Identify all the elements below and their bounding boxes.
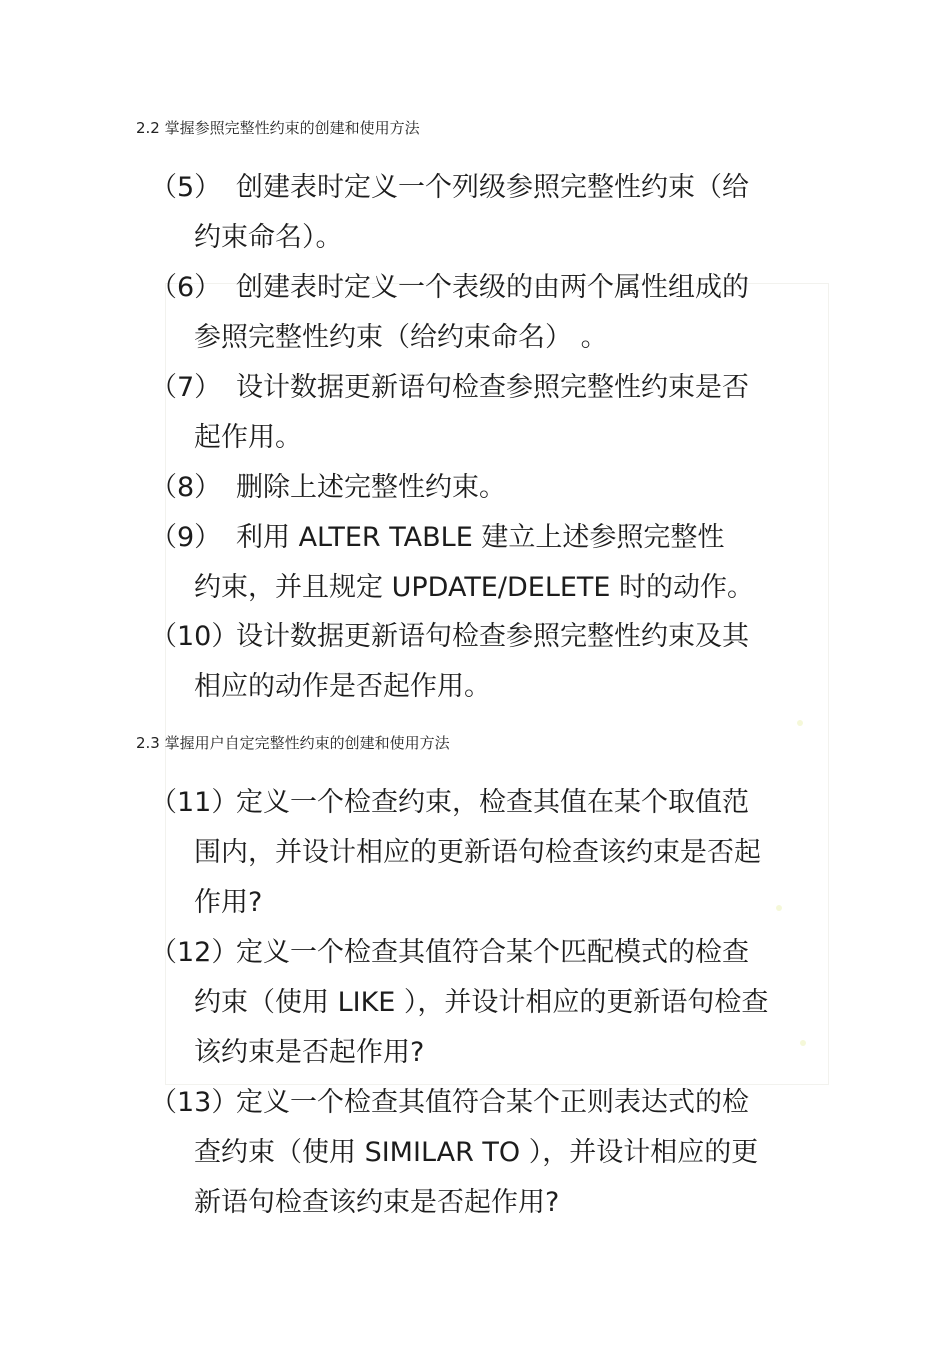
list-item-9 xyxy=(150,513,754,613)
item-text: 设计数据更新语句检查参照完整性约束是否 xyxy=(236,372,749,403)
item-text: 约束命名）。 xyxy=(194,222,343,253)
item-text: 参照完整性约束（给约束命名） 。 xyxy=(194,322,608,353)
item-text: 删除上述完整性约束。 xyxy=(236,472,506,503)
item-number: （10） xyxy=(150,621,239,652)
item-text: 定义一个检查其值符合某个匹配模式的检查 xyxy=(236,937,749,968)
item-text: 约束（使用 LIKE ），并设计相应的更新语句检查 xyxy=(194,987,769,1018)
item-number: （5） xyxy=(150,172,222,203)
section-heading-2-3: 2.3 掌握用户自定完整性约束的创建和使用方法 xyxy=(136,734,450,752)
item-text: 相应的动作是否起作用。 xyxy=(194,671,491,702)
scan-speck xyxy=(776,905,782,911)
list-item-13 xyxy=(150,1078,758,1228)
item-text: 定义一个检查约束，检查其值在某个取值范 xyxy=(236,787,749,818)
item-text: 该约束是否起作用? xyxy=(194,1037,425,1068)
scan-speck xyxy=(797,720,803,726)
item-text: 创建表时定义一个列级参照完整性约束（给 xyxy=(236,172,749,203)
list-item-6 xyxy=(150,263,749,363)
list-item-12 xyxy=(150,928,768,1078)
item-text: 约束，并且规定 UPDATE/DELETE 时的动作。 xyxy=(194,572,755,603)
item-text: 设计数据更新语句检查参照完整性约束及其 xyxy=(236,621,749,652)
item-text: 利用 ALTER TABLE 建立上述参照完整性 xyxy=(236,522,725,553)
item-text: 新语句检查该约束是否起作用? xyxy=(194,1187,560,1218)
list-item-7 xyxy=(150,363,749,463)
item-number: （7） xyxy=(150,372,222,403)
item-number: （9） xyxy=(150,522,222,553)
list-item-10 xyxy=(150,612,749,712)
list-item-11 xyxy=(150,778,761,928)
item-text: 定义一个检查其值符合某个正则表达式的检 xyxy=(236,1087,749,1118)
list-item-5 xyxy=(150,163,749,263)
item-number: （12） xyxy=(150,937,239,968)
item-text: 创建表时定义一个表级的由两个属性组成的 xyxy=(236,272,749,303)
section-heading-2-2: 2.2 掌握参照完整性约束的创建和使用方法 xyxy=(136,119,420,137)
item-number: （8） xyxy=(150,472,222,503)
item-text: 围内，并设计相应的更新语句检查该约束是否起 xyxy=(194,837,761,868)
scan-speck xyxy=(800,1040,806,1046)
item-number: （13） xyxy=(150,1087,239,1118)
item-text: 查约束（使用 SIMILAR TO ），并设计相应的更 xyxy=(194,1137,759,1168)
list-item-8 xyxy=(150,463,506,513)
item-text: 起作用。 xyxy=(194,422,302,453)
item-number: （6） xyxy=(150,272,222,303)
item-number: （11） xyxy=(150,787,239,818)
item-text: 作用? xyxy=(194,887,263,918)
